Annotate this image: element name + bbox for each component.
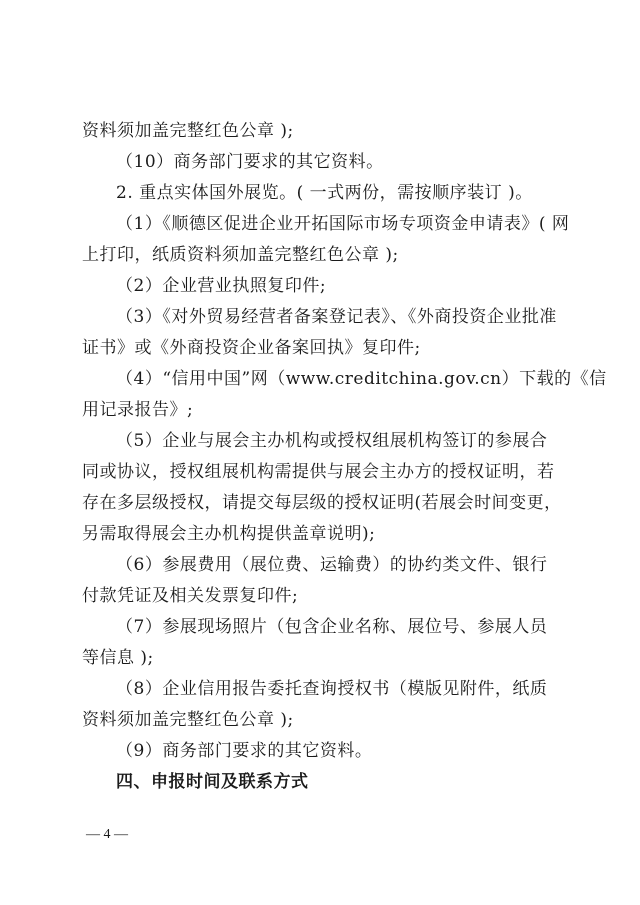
text-line-9: （4）“信用中国”网（www.creditchina.gov.cn）下载的《信 bbox=[116, 369, 607, 389]
text-line-6: （2）企业营业执照复印件; bbox=[116, 276, 327, 296]
text-line-7: （3）《对外贸易经营者备案登记表》、《外商投资企业批准 bbox=[116, 307, 557, 327]
section-heading: 四、申报时间及联系方式 bbox=[116, 772, 309, 792]
text-line-18: 等信息 ); bbox=[82, 648, 154, 668]
text-line-13: 存在多层级授权，请提交每层级的授权证明(若展会时间变更， bbox=[82, 493, 562, 513]
text-line-16: 付款凭证及相关发票复印件; bbox=[82, 586, 299, 606]
text-line-12: 同或协议，授权组展机构需提供与展会主办方的授权证明，若 bbox=[82, 462, 555, 482]
text-line-20: 资料须加盖完整红色公章 ); bbox=[82, 710, 294, 730]
section-subheading: 2. 重点实体国外展览。( 一式两份，需按顺序装订 )。 bbox=[116, 183, 533, 203]
text-line-19: （8）企业信用报告委托查询授权书（模版见附件，纸质 bbox=[116, 679, 548, 699]
text-line-17: （7）参展现场照片（包含企业名称、展位号、参展人员 bbox=[116, 617, 548, 637]
text-line-4: （1）《顺德区促进企业开拓国际市场专项资金申请表》( 网 bbox=[116, 214, 570, 234]
text-line-10: 用记录报告》; bbox=[82, 400, 194, 420]
text-line-1: 资料须加盖完整红色公章 ); bbox=[82, 121, 294, 141]
text-line-8: 证书》或《外商投资企业备案回执》复印件; bbox=[82, 338, 421, 358]
text-line-11: （5）企业与展会主办机构或授权组展机构签订的参展合 bbox=[116, 431, 548, 451]
text-line-21: （9）商务部门要求的其它资料。 bbox=[116, 741, 373, 761]
text-line-15: （6）参展费用（展位费、运输费）的协约类文件、银行 bbox=[116, 555, 548, 575]
text-line-5: 上打印，纸质资料须加盖完整红色公章 ); bbox=[82, 245, 399, 265]
text-line-14: 另需取得展会主办机构提供盖章说明); bbox=[82, 524, 376, 544]
page-number: — 4 — bbox=[86, 827, 128, 842]
text-line-2: （10）商务部门要求的其它资料。 bbox=[116, 152, 384, 172]
